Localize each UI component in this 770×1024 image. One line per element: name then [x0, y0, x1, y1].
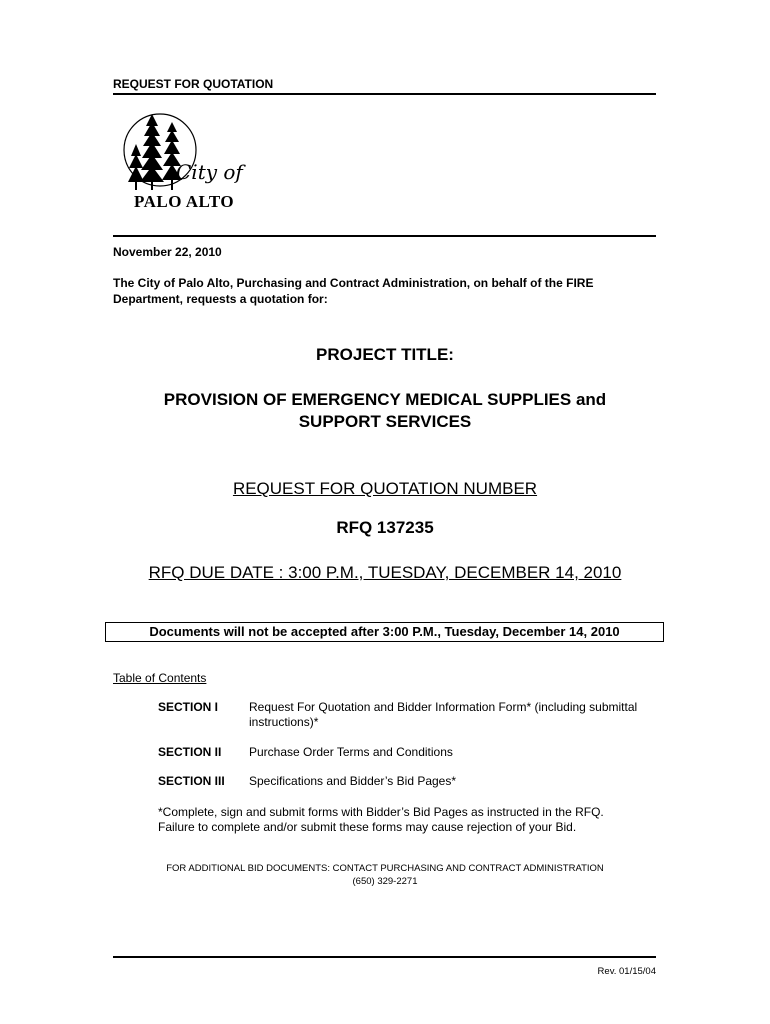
- submission-deadline-notice: Documents will not be accepted after 3:00 P.M., Tuesday, December 14, 2010: [105, 622, 664, 642]
- toc-section-i-desc-1: Request For Quotation and Bidder Information Form* (including submittal: [249, 700, 638, 714]
- contact-phone: (650) 329-2271: [352, 876, 418, 887]
- toc-section-i-desc-2: instructions)*: [249, 715, 319, 729]
- toc-section-i-label: SECTION I: [158, 700, 219, 714]
- toc-section-iii-label: SECTION III: [158, 774, 225, 788]
- toc-heading: Table of Contents: [113, 671, 207, 685]
- project-title-line-1: PROVISION OF EMERGENCY MEDICAL SUPPLIES and: [163, 390, 607, 409]
- toc-section-iii-desc: Specifications and Bidder’s Bid Pages*: [249, 774, 457, 788]
- toc-section-ii-label: SECTION II: [158, 745, 222, 759]
- logo-city-of-text: City of: [176, 160, 243, 184]
- project-title-line-2: SUPPORT SERVICES: [298, 412, 472, 431]
- toc-note-line-2: Failure to complete and/or submit these forms may cause rejection of your Bid.: [158, 820, 577, 834]
- rfq-due-date: RFQ DUE DATE : 3:00 P.M., TUESDAY, DECEMBER 14, 2010: [148, 563, 622, 582]
- logo-palo-alto-text: PALO ALTO: [134, 192, 235, 211]
- header-rule: [113, 93, 656, 95]
- revision-label: Rev. 01/15/04: [597, 966, 656, 977]
- document-date: November 22, 2010: [113, 245, 222, 259]
- document-header-title: REQUEST FOR QUOTATION: [113, 77, 274, 91]
- intro-line-2: Department, requests a quotation for:: [113, 292, 328, 306]
- logo-rule: [113, 235, 656, 237]
- rfq-number-label: REQUEST FOR QUOTATION NUMBER: [232, 479, 538, 498]
- project-title-label: PROJECT TITLE:: [316, 345, 454, 364]
- toc-section-ii-desc: Purchase Order Terms and Conditions: [249, 745, 453, 759]
- contact-line: FOR ADDITIONAL BID DOCUMENTS: CONTACT PURCHASING AND CONTRACT ADMINISTRATION: [166, 863, 604, 874]
- toc-note-line-1: *Complete, sign and submit forms with Bidder’s Bid Pages as instructed in the RFQ.: [158, 805, 604, 819]
- rfq-number: RFQ 137235: [336, 518, 434, 537]
- footer-rule: [113, 956, 656, 958]
- palo-alto-logo: [118, 108, 248, 213]
- intro-line-1: The City of Palo Alto, Purchasing and Contract Administration, on behalf of the FIRE: [113, 276, 594, 290]
